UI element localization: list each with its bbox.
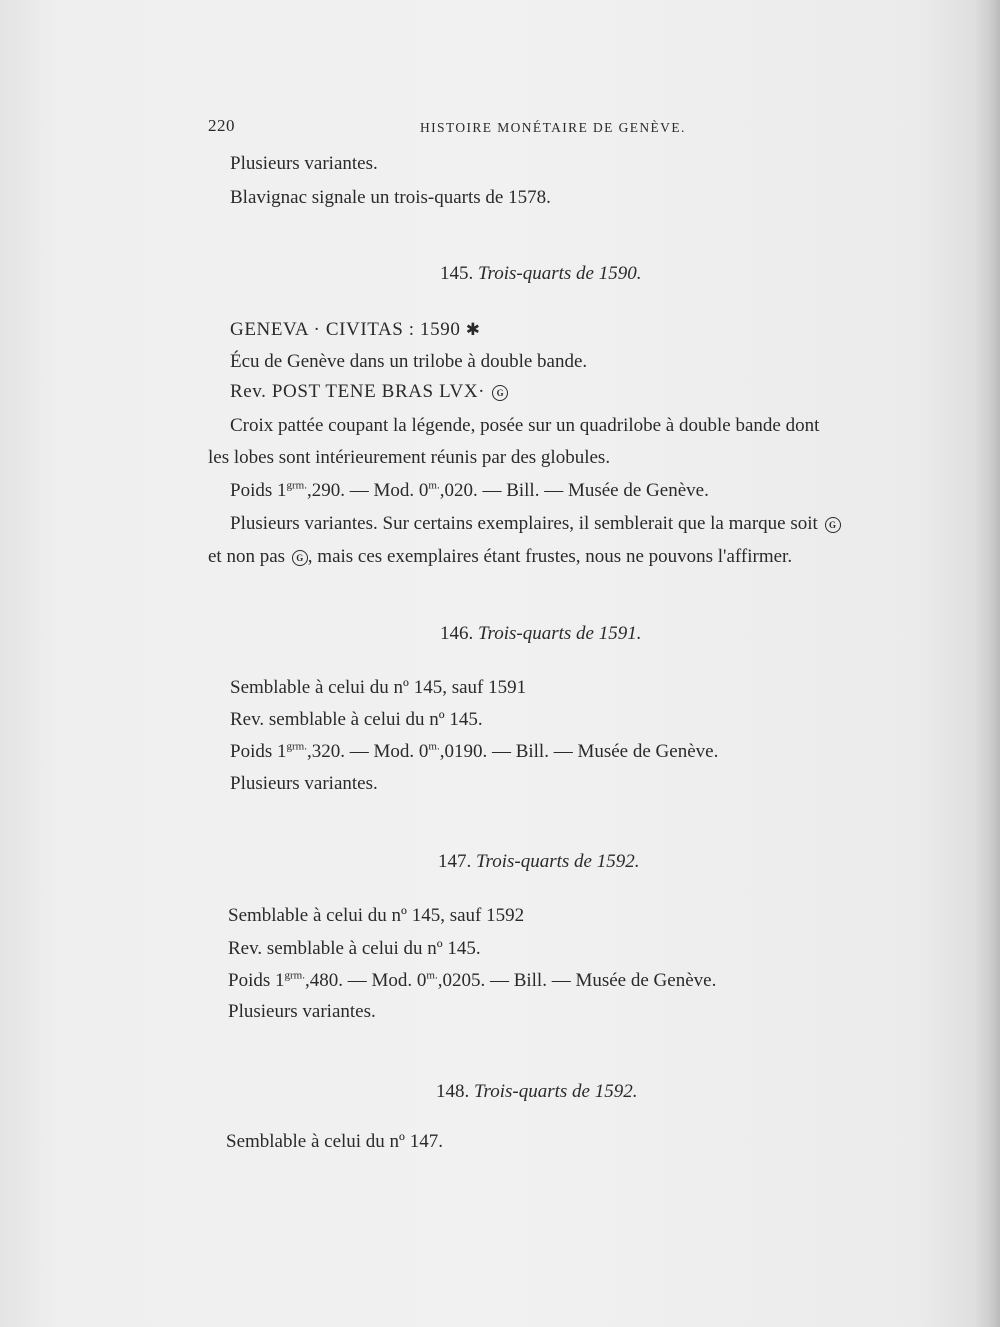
entry-148-title: Trois-quarts de 1592. bbox=[474, 1081, 638, 1102]
entry-147-weight-line: Poids $1^{grm.},480$. — Mod. $0^{m.},0205$. — Bill. — Musée de Genève. bbox=[228, 969, 717, 991]
entry-147-heading bbox=[438, 850, 639, 874]
entry-145-reverse-description-1: Croix pattée coupant la légende, posée sur un quadrilobe à double bande dont bbox=[230, 415, 820, 436]
entry-147-line-1: Semblable à celui du nº 145, sauf 1592 bbox=[228, 905, 525, 926]
entry-146-line-2: Rev. semblable à celui du nº 145. bbox=[230, 709, 483, 730]
obverse-legend-text: GENEVA · CIVITAS : 1590 bbox=[230, 319, 461, 340]
entry-146-heading bbox=[440, 622, 641, 646]
reverse-legend-text: Rev. POST TENE BRAS LVX· bbox=[230, 381, 486, 402]
entry-145-variants-line-1: Plusieurs variantes. Sur certains exemplaires, il semblerait que la marque soit G bbox=[230, 512, 841, 536]
entry-145-weight-line: Poids $1^{grm.},290$. — Mod. $0^{m.},020$. — Bill. — Musée de Genève. bbox=[230, 479, 709, 501]
entry-145-reverse-description-2: les lobes sont intérieurement réunis par des globules. bbox=[208, 447, 611, 468]
entry-145-heading bbox=[440, 262, 641, 286]
entry-145-obverse-description: Écu de Genève dans un trilobe à double bande. bbox=[230, 351, 588, 372]
entry-147-number: 147. bbox=[438, 851, 472, 872]
mint-mark-icon: G bbox=[492, 385, 508, 401]
entry-147-line-4: Plusieurs variantes. bbox=[228, 1001, 376, 1022]
page-number: 220 bbox=[208, 116, 235, 135]
entry-145-reverse-legend bbox=[230, 380, 508, 404]
mint-mark-icon: G bbox=[292, 550, 308, 566]
entry-145-number: 145. bbox=[440, 263, 474, 284]
entry-146-weight-line: Poids $1^{grm.},320$. — Mod. $0^{m.},0190$. — Bill. — Musée de Genève. bbox=[230, 740, 719, 762]
page-edge-shadow bbox=[974, 0, 1000, 1327]
entry-146-number: 146. bbox=[440, 623, 474, 644]
entry-146-title: Trois-quarts de 1591. bbox=[478, 623, 642, 644]
entry-146-line-1: Semblable à celui du nº 145, sauf 1591 bbox=[230, 677, 527, 698]
star-icon: ✱ bbox=[465, 320, 481, 339]
entry-147-line-2: Rev. semblable à celui du nº 145. bbox=[228, 938, 481, 959]
entry-147-title: Trois-quarts de 1592. bbox=[476, 851, 640, 872]
mint-mark-icon: G bbox=[825, 517, 841, 533]
entry-145-title: Trois-quarts de 1590. bbox=[478, 263, 642, 284]
entry-145-variants-line-2: et non pas G , mais ces exemplaires étant frustes, nous ne pouvons l'affirmer. bbox=[208, 546, 793, 567]
intro-line-1: Plusieurs variantes. bbox=[230, 153, 378, 174]
entry-148-heading bbox=[436, 1080, 637, 1104]
entry-148-line-1: Semblable à celui du nº 147. bbox=[226, 1131, 443, 1152]
intro-line-2: Blavignac signale un trois-quarts de 1578. bbox=[230, 187, 551, 208]
entry-146-line-4: Plusieurs variantes. bbox=[230, 773, 378, 794]
entry-148-number: 148. bbox=[436, 1081, 470, 1102]
running-title: HISTOIRE MONÉTAIRE DE GENÈVE. bbox=[420, 120, 686, 135]
entry-145-obverse-legend bbox=[230, 318, 481, 342]
